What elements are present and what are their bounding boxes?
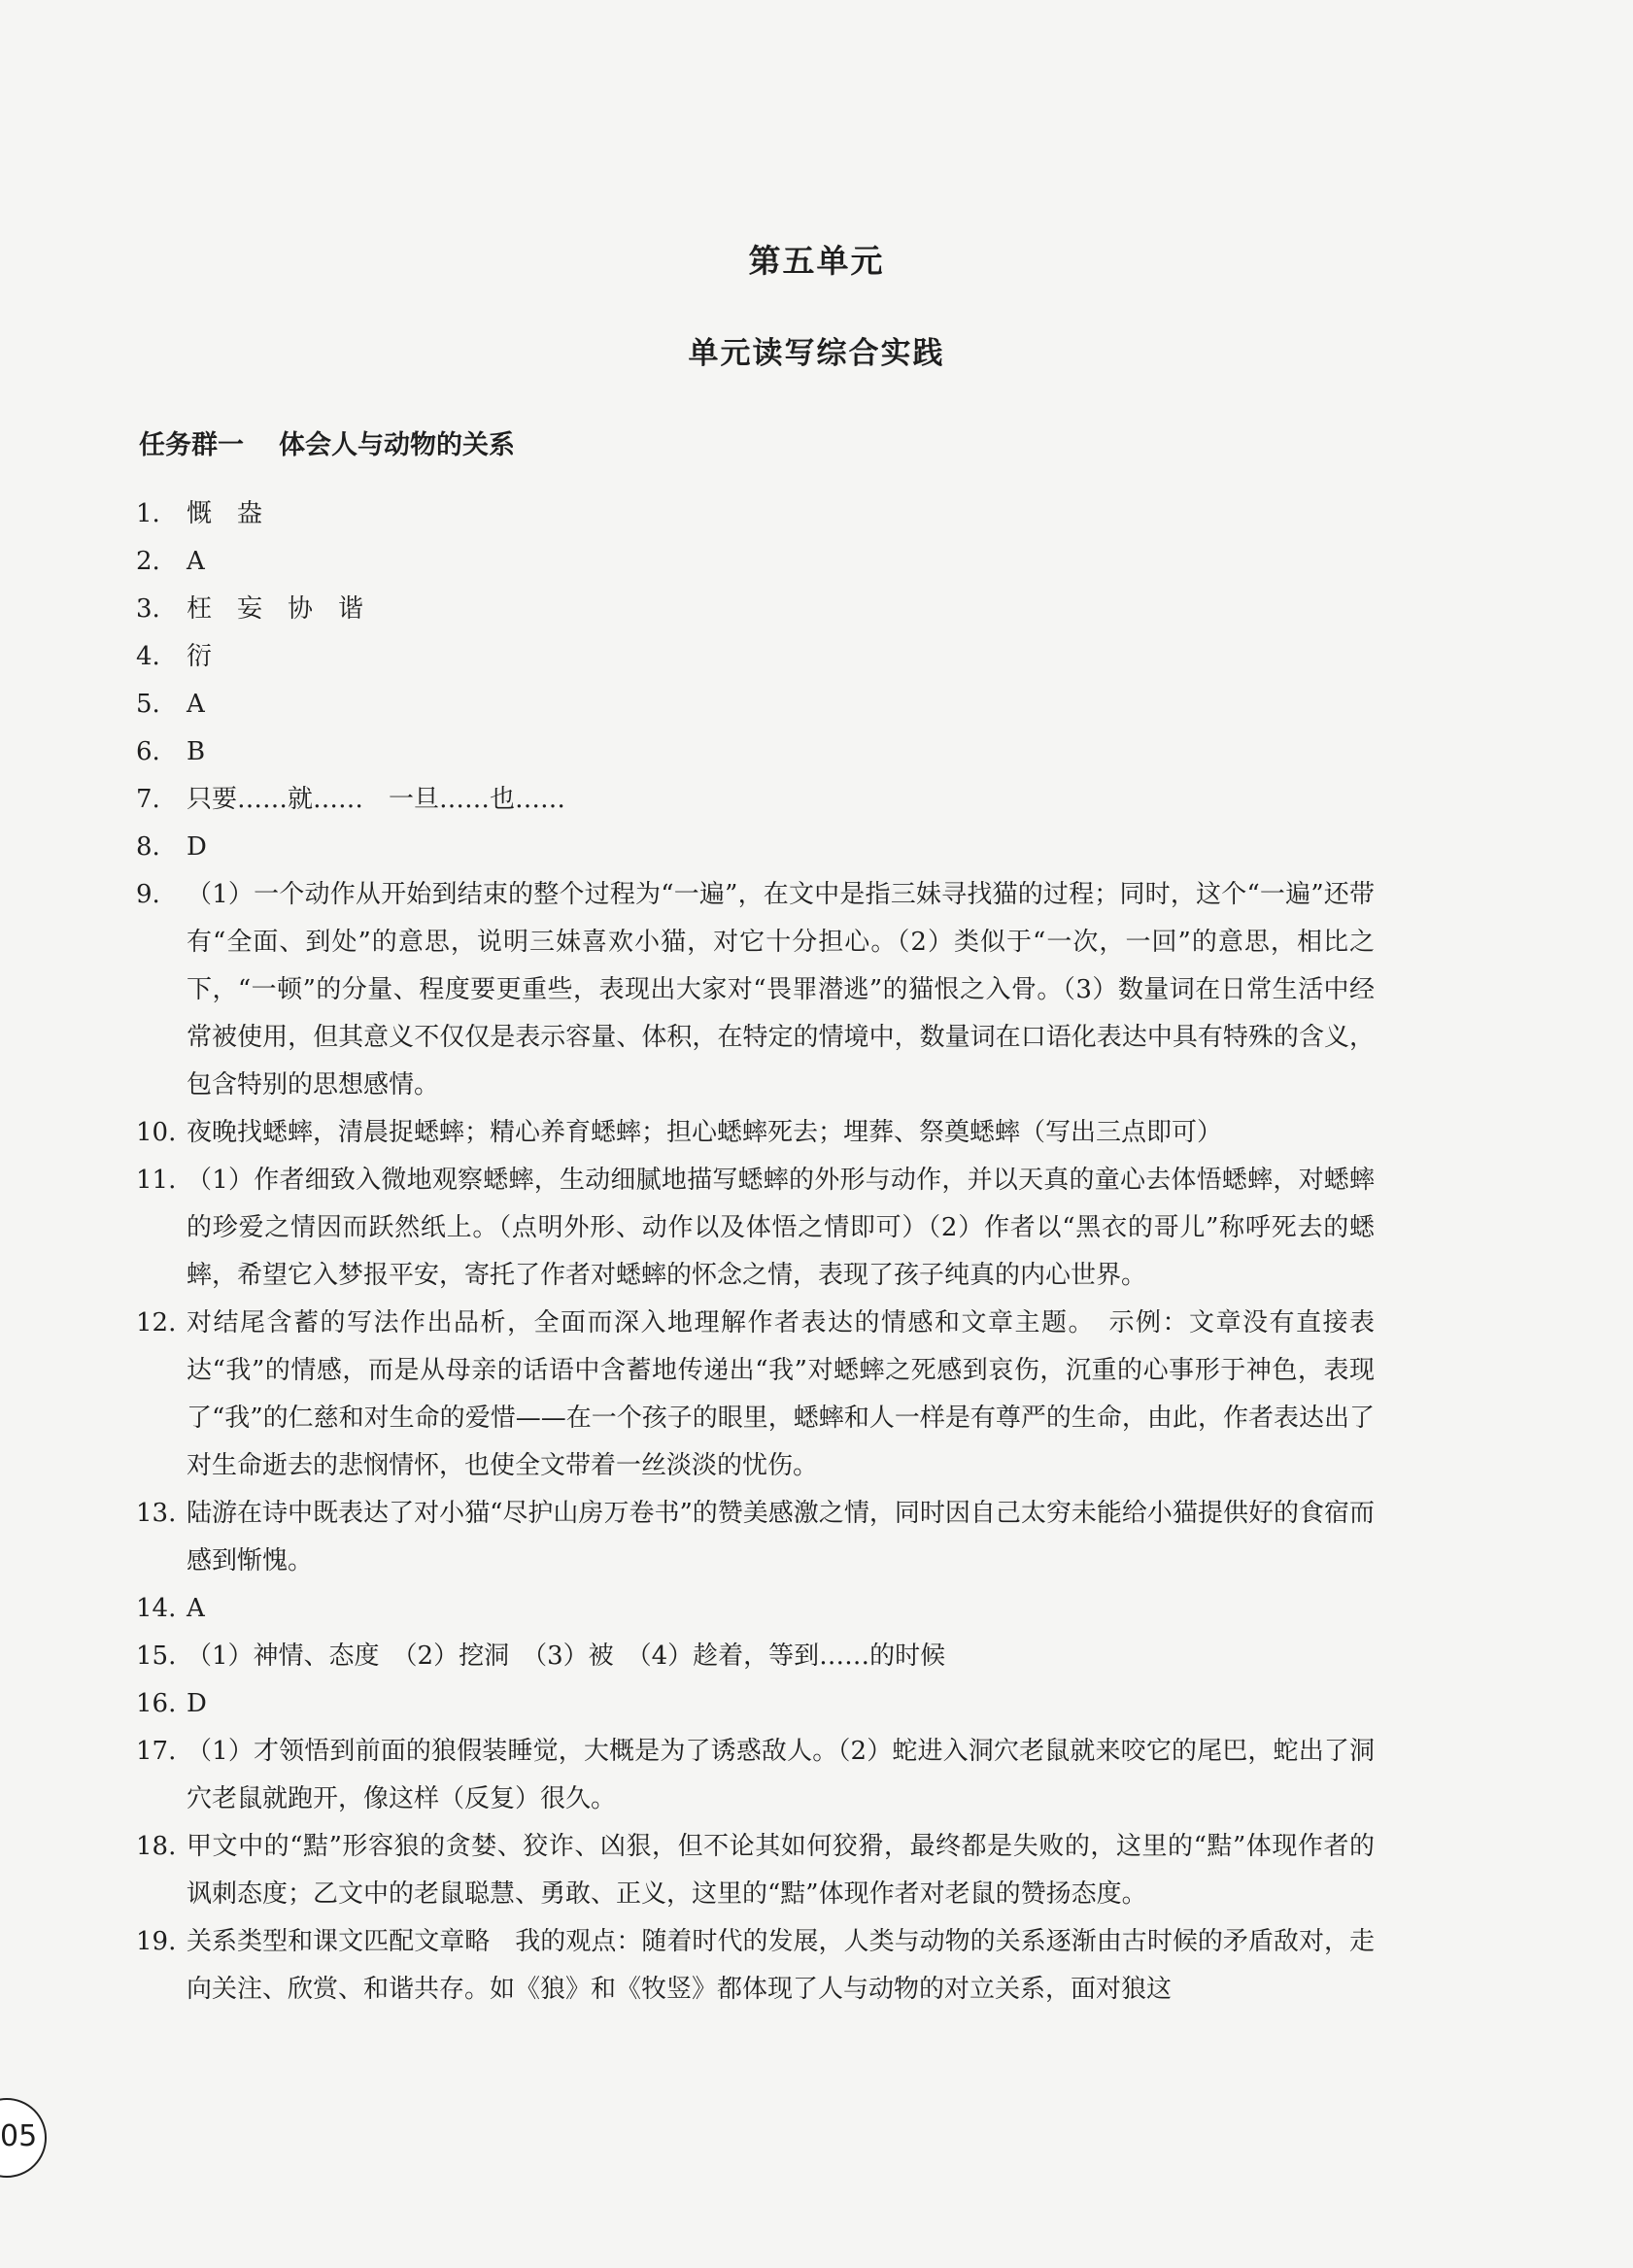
answer-number: 1.: [136, 499, 160, 528]
answer-item: [136, 1728, 1375, 1823]
answer-number: 2.: [136, 547, 160, 576]
answer-number: 15.: [136, 1642, 177, 1671]
answer-text: 慨 盎: [187, 499, 263, 528]
answer-number: 19.: [136, 1927, 177, 1956]
answer-item: [136, 1157, 1375, 1300]
task-group-title: 体会人与动物的关系: [279, 430, 515, 460]
answer-text: 衍: [187, 642, 213, 671]
answer-text: 甲文中的“黠”形容狼的贪婪、狡诈、凶狠，但不论其如何狡猾，最终都是失败的，这里的“黠”体现作者的讽刺态度；乙文中的老鼠聪慧、勇敢、正义，这里的“黠”体现作者对老鼠的赞扬态度。: [187, 1832, 1375, 1909]
answer-text: （1）神情、态度 （2）挖洞 （3）被 （4）趁着，等到……的时候: [187, 1642, 946, 1671]
answer-text: 关系类型和课文匹配文章略 我的观点：随着时代的发展，人类与动物的关系逐渐由古时候的矛盾敌对，走向关注、欣赏、和谐共存。如《狼》和《牧竖》都体现了人与动物的对立关系，面对狼这: [187, 1927, 1375, 2004]
answer-number: 12.: [136, 1308, 177, 1337]
answer-item: [136, 1823, 1375, 1918]
answer-item: [136, 491, 1375, 538]
answer-number: 10.: [136, 1118, 177, 1147]
answer-number: 4.: [136, 642, 160, 671]
answer-item: [136, 1918, 1375, 2014]
answer-text: 夜晚找蟋蟀，清晨捉蟋蟀；精心养育蟋蟀；担心蟋蟀死去；埋葬、祭奠蟋蟀（写出三点即可）: [187, 1118, 1223, 1147]
answer-number: 14.: [136, 1594, 177, 1623]
page-number: 05: [0, 2119, 38, 2153]
answer-number: 9.: [136, 880, 160, 909]
answer-text: 枉 妄 协 谐: [187, 594, 364, 624]
answer-item: [136, 776, 1375, 824]
answer-number: 5.: [136, 690, 160, 719]
unit-title: 第五单元: [748, 242, 885, 280]
answer-text: D: [187, 832, 207, 862]
answer-text: 对结尾含蓄的写法作出品析，全面而深入地理解作者表达的情感和文章主题。 示例：文章没有直接表达“我”的情感，而是从母亲的话语中含蓄地传递出“我”对蟋蟀之死感到哀伤，沉重的心事形于神色，表现了“我”的仁慈和对生命的爱惜——在一个孩子的眼里，蟋蟀和人一样是有尊严的生命，由此，作者表达出了对生命逝去的悲悯情怀，也使全文带着一丝淡淡的忧伤。: [187, 1308, 1375, 1480]
answer-number: 18.: [136, 1832, 177, 1861]
answer-item: [136, 1585, 1375, 1633]
answer-item: [136, 681, 1375, 728]
answer-text: （1）一个动作从开始到结束的整个过程为“一遍”，在文中是指三妹寻找猫的过程；同时，这个“一遍”还带有“全面、到处”的意思，说明三妹喜欢小猫，对它十分担心。（2）类似于“一次，一回”的意思，相比之下，“一顿”的分量、程度要更重些，表现出大家对“畏罪潜逃”的猫恨之入骨。（3）数量词在日常生活中经常被使用，但其意义不仅仅是表示容量、体积，在特定的情境中，数量词在口语化表达中具有特殊的含义，包含特别的思想感情。: [187, 880, 1375, 1100]
answer-number: 16.: [136, 1689, 177, 1718]
answer-item: [136, 1109, 1375, 1157]
answer-text: A: [187, 1594, 205, 1623]
answer-item: [136, 586, 1375, 633]
answer-text: B: [187, 737, 206, 766]
task-group-heading: [139, 423, 550, 461]
answer-item: [136, 871, 1375, 1109]
answer-number: 11.: [136, 1166, 177, 1195]
answer-item: [136, 1633, 1375, 1680]
answer-number: 3.: [136, 594, 160, 624]
answer-number: 6.: [136, 737, 160, 766]
answer-item: [136, 633, 1375, 681]
answer-list: [136, 491, 1375, 2014]
answer-text: A: [187, 690, 205, 719]
answer-item: [136, 538, 1375, 586]
answer-text: （1）作者细致入微地观察蟋蟀，生动细腻地描写蟋蟀的外形与动作，并以天真的童心去体悟蟋蟀，对蟋蟀的珍爱之情因而跃然纸上。（点明外形、动作以及体悟之情即可）（2）作者以“黑衣的哥儿”称呼死去的蟋蟀，希望它入梦报平安，寄托了作者对蟋蟀的怀念之情，表现了孩子纯真的内心世界。: [187, 1166, 1375, 1290]
answer-number: 8.: [136, 832, 160, 862]
answer-number: 13.: [136, 1499, 177, 1528]
answer-text: （1）才领悟到前面的狼假装睡觉，大概是为了诱惑敌人。（2）蛇进入洞穴老鼠就来咬它的尾巴，蛇出了洞穴老鼠就跑开，像这样（反复）很久。: [187, 1737, 1375, 1813]
answer-text: A: [187, 547, 205, 576]
answer-item: [136, 728, 1375, 776]
answer-item: [136, 1300, 1375, 1490]
answer-text: 陆游在诗中既表达了对小猫“尽护山房万卷书”的赞美感激之情，同时因自己太穷未能给小猫提供好的食宿而感到惭愧。: [187, 1499, 1375, 1575]
answer-number: 17.: [136, 1737, 177, 1766]
section-title: 单元读写综合实践: [688, 336, 945, 371]
answer-text: D: [187, 1689, 207, 1718]
answer-item: [136, 1490, 1375, 1585]
answer-number: 7.: [136, 785, 160, 814]
answer-item: [136, 824, 1375, 871]
task-group-label: 任务群一: [139, 430, 244, 460]
answer-text: 只要……就…… 一旦……也……: [187, 785, 566, 814]
answer-item: [136, 1680, 1375, 1728]
